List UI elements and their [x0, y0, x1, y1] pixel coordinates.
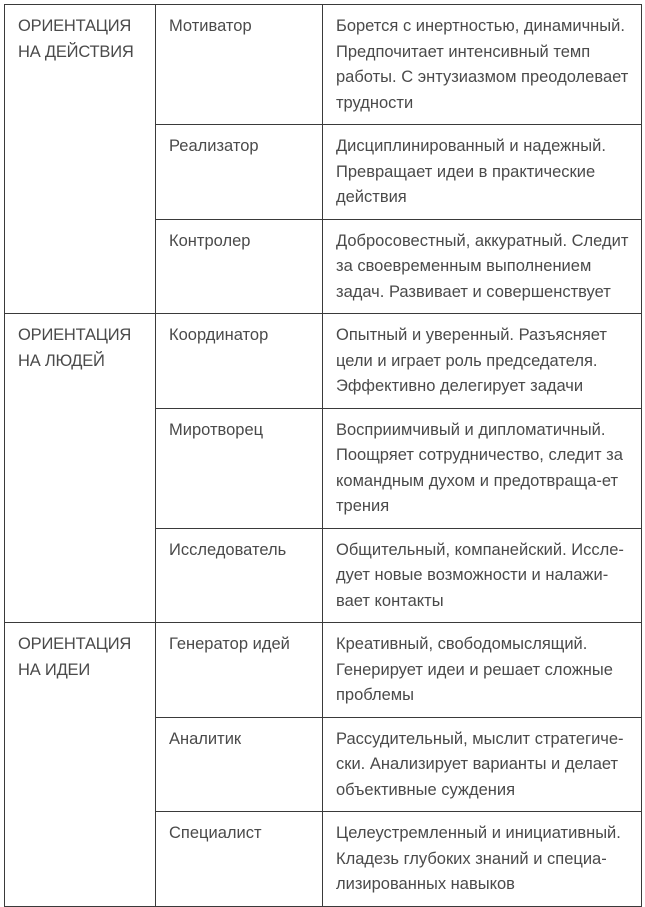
role-name: Миротворец: [156, 408, 323, 528]
table-row: [5, 5, 642, 125]
role-name: Контролер: [156, 219, 323, 314]
role-name: Генератор идей: [156, 623, 323, 718]
role-description: Дисциплинированный и надежный. Превращает идеи в практические действия: [323, 125, 642, 220]
role-description: Рассудительный, мыслит стратегиче-ски. Анализирует варианты и делает объективные суждения: [323, 717, 642, 812]
role-description: Добросовестный, аккуратный. Следит за своевременным выполнением задач. Развивает и совершенствует: [323, 219, 642, 314]
role-description: Борется с инертностью, динамичный. Предпочитает интенсивный темп работы. С энтузиазмом преодолевает трудности: [323, 5, 642, 125]
table-row: [5, 623, 642, 718]
role-name: Реализатор: [156, 125, 323, 220]
group-label-ideas: ОРИЕНТАЦИЯ НА ИДЕИ: [5, 623, 156, 907]
table-row: [5, 314, 642, 409]
role-name: Аналитик: [156, 717, 323, 812]
team-roles-table: [4, 4, 642, 907]
role-description: Восприимчивый и дипломатичный. Поощряет сотрудничество, следит за командным духом и предотвраща-ет трения: [323, 408, 642, 528]
role-name: Исследователь: [156, 528, 323, 623]
group-label-people: ОРИЕНТАЦИЯ НА ЛЮДЕЙ: [5, 314, 156, 623]
role-description: Общительный, компанейский. Иссле-дует новые возможности и налажи-вает контакты: [323, 528, 642, 623]
role-description: Целеустремленный и инициативный. Кладезь глубоких знаний и специа-лизированных навыков: [323, 812, 642, 907]
group-label-action: ОРИЕНТАЦИЯ НА ДЕЙСТВИЯ: [5, 5, 156, 314]
role-name: Координатор: [156, 314, 323, 409]
role-name: Мотиватор: [156, 5, 323, 125]
role-description: Опытный и уверенный. Разъясняет цели и играет роль председателя. Эффективно делегирует задачи: [323, 314, 642, 409]
role-description: Креативный, свободомыслящий. Генерирует идеи и решает сложные проблемы: [323, 623, 642, 718]
role-name: Специалист: [156, 812, 323, 907]
